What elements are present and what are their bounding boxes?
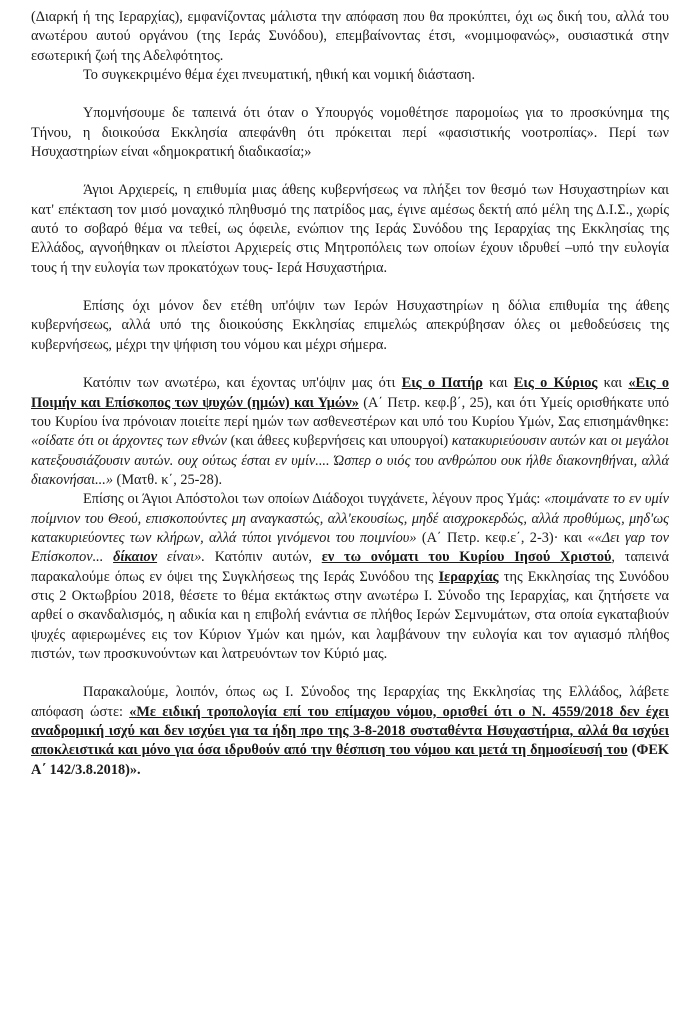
p6-text-6: (Ματθ. κ΄, 25-28). [112, 471, 223, 488]
p6-text-1: Κατόπιν των ανωτέρω, και έχοντας υπ'όψιν μας ότι [83, 375, 402, 392]
p6-text-5: (και άθεες κυβερνήσεις και υπουργοί) [226, 433, 452, 450]
p6-bold-3: «Εις ο Ποιμήν και Επίσκοπος των ψυχών (ημών) και Υμών» [31, 375, 669, 411]
p8-bold-1: «Με ειδική τροπολογία επί του επίμαχου νόμου, ορισθεί ότι ο Ν. 4559/2018 δεν έχει αναδρομική ισχύ και δεν ισχύει για τα ήδη προ της 3-8-2018 συσταθέντα Ησυχαστήρια, αλλά θα ισχύει αποκλειστικά και μόνο για όσα ιδρυθούν από την θέσπιση του νόμου και μετά τη δημοσίευσή του [31, 703, 669, 759]
p7-bold-1: εν τω ονόματι του Κυρίου Ιησού Χριστού [321, 549, 612, 566]
p7-italic-1: «ποιμάνατε το εν υμίν ποίμνιον του Θεού, επισκοπούντες μη αναγκαστώς, αλλ'εκουσίως, μηδέ αισχροκερδώς, αλλά προθύμως, μηδ'ως κατακυριεύοντες των κλήρων, αλλά τύποι γινόμενοι του ποιμνίου» [31, 491, 669, 546]
p6-bold-2: Εις ο Κύριος [513, 375, 598, 392]
p6-text-4: (Α΄ Πετρ. κεφ.β΄, 25), και ότι Υμείς ορισθήκατε υπό του Κυρίου ίνα πρόνοιαν ποιείτε περί ημών των ασθενεστέρων και υπό του Κυρίου Υμών, Σας επισημάνθηκε: [31, 394, 669, 430]
paragraph-7 [31, 490, 669, 664]
p7-text-4: , ταπεινά παρακαλούμε όπως εν όψει της Συγκλήσεως της Ιεράς Συνόδου της [31, 549, 669, 585]
p6-text-2: και [482, 375, 514, 392]
p6-bold-1: Εις ο Πατήρ [401, 375, 483, 392]
p8-bold-2: (ΦΕΚ Α΄ 142/3.8.2018)». [31, 742, 669, 778]
p6-italic-2: κατακυριεύουσιν αυτών και οι μεγάλοι κατεξουσιάζουσιν αυτών. ουχ ούτως έσται εν υμίν.... Ώσπερ ο υιός του ανθρώπου ουκ ήλθε διακονηθήναι, αλλά διακονήσαι...» [31, 433, 669, 488]
paragraph-8 [31, 683, 669, 780]
paragraph-4: Άγιοι Αρχιερείς, η επιθυμία μιας άθεης κυβερνήσεως να πλήξει τον θεσμό των Ησυχαστηρίων και κατ' επέκταση τον μισό μοναχικό πληθυσμό της πατρίδος μας, έγινε αμέσως δεκτή από μέλη της Δ.Ι.Σ., χωρίς αυτό το σοβαρό θέμα να τεθεί, ως όφειλε, ενώπιον της Ιεράς Συνόδου της Ιεραρχίας της Εκκλησίας της Ελλάδος, αγνοήθηκαν οι πλείστοι Αρχιερείς στις Μητροπόλεις των οποίων έχουν ιδρυθεί –υπό την ευλογία τους ή την ευλογία των προκατόχων τους- Ιερά Ησυχαστήρια. [31, 182, 669, 276]
p7-italic-2: ««Δει γαρ τον Επίσκοπον... [31, 529, 669, 566]
p7-text-5: της Εκκλησίας της Συνόδου στις 2 Οκτωβρίου 2018, θέσετε το θέμα εκτάκτως στην ανωτέρω Ι. Σύνοδο της Ιεραρχίας, και ζητήσετε να αρθεί ο σκανδαλισμός, η αδικία και η επιβολή ενάντια σε πλήθος Ιερών Σεμνυμάτων, στα οποία εγκαταβιούν ψυχές αφιερωμένες εις τον Κύριον Υμών και ημών, και λαμβάνουν την ευλογία και τον αγιασμό πλήθος πιστών, των προσκυνούντων και λατρευόντων τον Κύριό μας. [31, 568, 669, 662]
p7-text-3: Κατόπιν αυτών, [204, 549, 322, 566]
paragraph-2: Το συγκεκριμένο θέμα έχει πνευματική, ηθική και νομική διάσταση. [83, 67, 476, 84]
p7-text-2: (Α΄ Πετρ. κεφ.ε΄, 2-3)· και [416, 529, 588, 546]
p7-italic-3: δίκαιον [113, 549, 158, 566]
p7-text-1: Επίσης οι Άγιοι Απόστολοι των οποίων Διάδοχοι τυγχάνετε, λέγουν προς Υμάς: [83, 491, 545, 508]
p6-text-3: και [597, 375, 629, 392]
paragraph-1: (Διαρκή ή της Ιεραρχίας), εμφανίζοντας μάλιστα την απόφαση που θα προκύπτει, όχι ως δική του, αλλά του ανωτέρου αυτού οργάνου (της Ιεράς Συνόδου), επεμβαίνοντας έτσι, «νομιμοφανώς», ουσιαστικά στην εσωτερική ζωή της Αδελφότητος. [31, 9, 669, 64]
p7-italic-4: είναι». [157, 549, 205, 566]
paragraph-6 [31, 374, 669, 490]
p8-text-1: Παρακαλούμε, λοιπόν, όπως ως Ι. Σύνοδος της Ιεραρχίας της Εκκλησίας της Ελλάδος, λάβετε απόφαση ώστε: [31, 684, 669, 720]
paragraph-5: Επίσης όχι μόνον δεν ετέθη υπ'όψιν των Ιερών Ησυχαστηρίων η δόλια επιθυμία της άθεης κυβερνήσεως, αλλά υπό της διοικούσης Εκκλησίας επιμελώς απεκρύβησαν όλες οι μεθοδεύσεις της κυβερνήσεως, μέχρι την ψήφιση του νόμου και μέχρι σήμερα. [31, 298, 669, 353]
paragraph-3: Υπομνήσουμε δε ταπεινά ότι όταν ο Υπουργός νομοθέτησε παρομοίως για το προσκύνημα της Τήνου, η διοικούσα Εκκλησία απεφάνθη ότι πρόκειται περί «φασιστικής νοοτροπίας». Περί των Ησυχαστηρίων είναι «δημοκρατική διαδικασία;» [31, 105, 669, 161]
p7-bold-2: Ιεραρχίας [438, 568, 499, 585]
p6-italic-1: «οίδατε ότι οι άρχοντες των εθνών [31, 433, 227, 450]
